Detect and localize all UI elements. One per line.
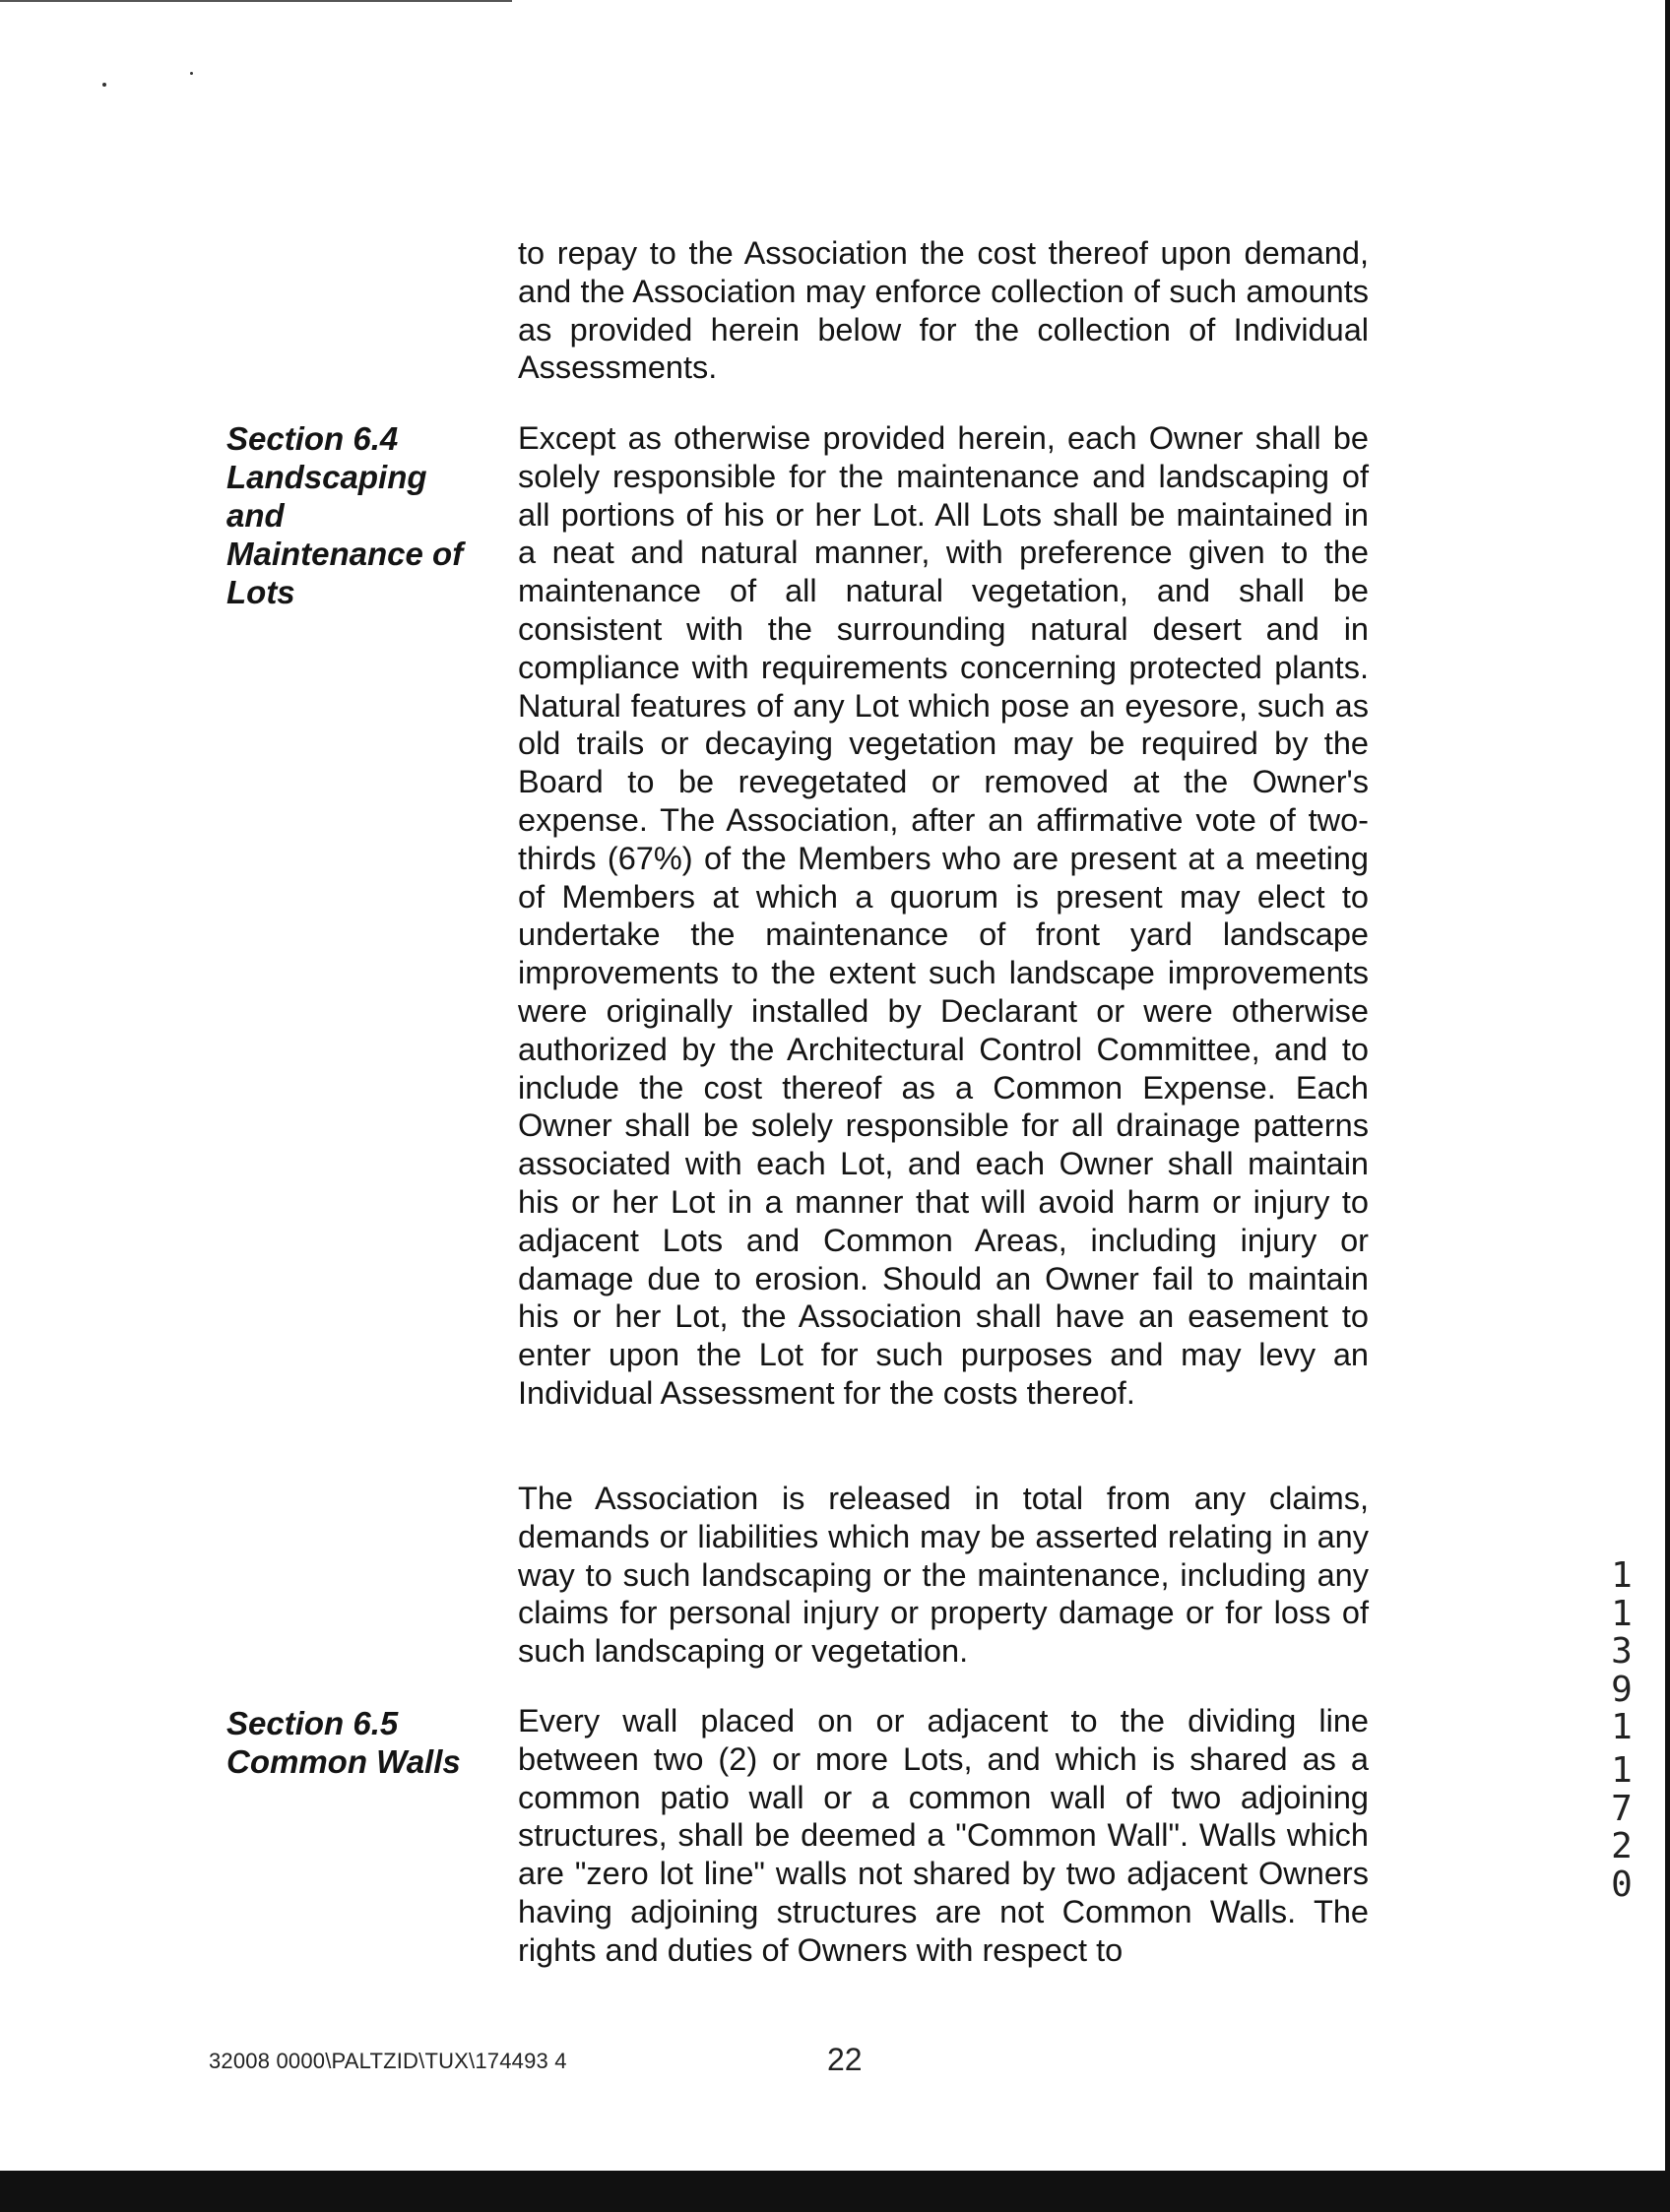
stamp-digit: 3 (1611, 1631, 1633, 1672)
section-6-4-number: Section 6.4 (226, 420, 399, 457)
stamp-digit: 9 (1611, 1669, 1633, 1710)
section-6-4-paragraph-1: Except as otherwise provided herein, each Owner shall be solely responsible for the maintenance and landscaping of all portions of his or her Lot. All Lots shall be maintained in a neat and natural manner, with preference given to the maintenance of all natural vegetation, and shall be consistent with the surrounding natural desert and in compliance with requirements concerning protected plants. Natural features of any Lot which pose an eyesore, such as old trails or decaying vegetation may be required by the Board to be revegetated or removed at the Owner's expense. The Association, after an affirmative vote of two-thirds (67%) of the Members who are present at a meeting of Members at which a quorum is present may elect to undertake the maintenance of front yard landscape improvements to the extent such landscape improvements were originally installed by Declarant or were otherwise authorized by the Architectural Control Committee, and to include the cost thereof as a Common Expense. Each Owner shall be solely responsible for all drainage patterns associated with each Lot, and each Owner shall maintain his or her Lot in a manner that will avoid harm or injury to adjacent Lots and Common Areas, including injury or damage due to erosion. Should an Owner fail to maintain his or her Lot, the Association shall have an easement to enter upon the Lot for such purposes and may levy an Individual Assessment for the costs thereof. (518, 420, 1369, 1411)
footer-file-reference: 32008 0000\PALTZID\TUX\174493 4 (209, 2049, 567, 2073)
section-6-4-heading (226, 419, 492, 611)
scan-edge-bottom (0, 2171, 1670, 2212)
section-6-4-title-line: Lots (226, 574, 295, 610)
stamp-digit: 2 (1611, 1826, 1633, 1866)
section-6-5-heading (226, 1704, 492, 1781)
section-6-4-title-line: Landscaping (226, 459, 427, 495)
section-6-5-paragraph: Every wall placed on or adjacent to the dividing line between two (2) or more Lots, and which is shared as a common patio wall or a common wall of two adjoining structures, shall be deemed a "Common Wall". Walls which are "zero lot line" walls not shared by two adjacent Owners having adjoining structures are not Common Walls. The rights and duties of Owners with respect to (518, 1703, 1369, 1968)
page-number: 22 (827, 2042, 863, 2077)
scan-edge-right (1665, 0, 1670, 2212)
section-6-4-title-line: Maintenance of (226, 536, 464, 572)
stamp-digit: 1 (1611, 1555, 1633, 1596)
continuation-paragraph: to repay to the Association the cost thereof upon demand, and the Association may enforce collection of such amounts as provided herein below for the collection of Individual Assessments. (518, 235, 1369, 386)
stamp-digit: 7 (1611, 1788, 1633, 1829)
stamp-digit: 1 (1611, 1593, 1633, 1634)
scan-artifact-top (0, 0, 512, 2)
stamp-digit: 1 (1611, 1750, 1633, 1791)
section-6-5-number: Section 6.5 (226, 1705, 399, 1741)
stamp-digit: 1 (1611, 1707, 1633, 1747)
section-6-4-title-line: and (226, 497, 285, 534)
section-6-4-paragraph-2: The Association is released in total from any claims, demands or liabilities which may be asserted relating in any way to such landscaping or the maintenance, including any claims for personal injury or property damage or for loss of such landscaping or vegetation. (518, 1481, 1369, 1670)
scan-speck (102, 83, 106, 87)
scan-speck (190, 72, 193, 75)
margin-stamp-group-2 (1607, 1752, 1637, 1904)
stamp-digit: 0 (1611, 1864, 1633, 1905)
section-6-5-title-line: Common Walls (226, 1743, 461, 1780)
margin-stamp-group-1 (1607, 1557, 1637, 1747)
